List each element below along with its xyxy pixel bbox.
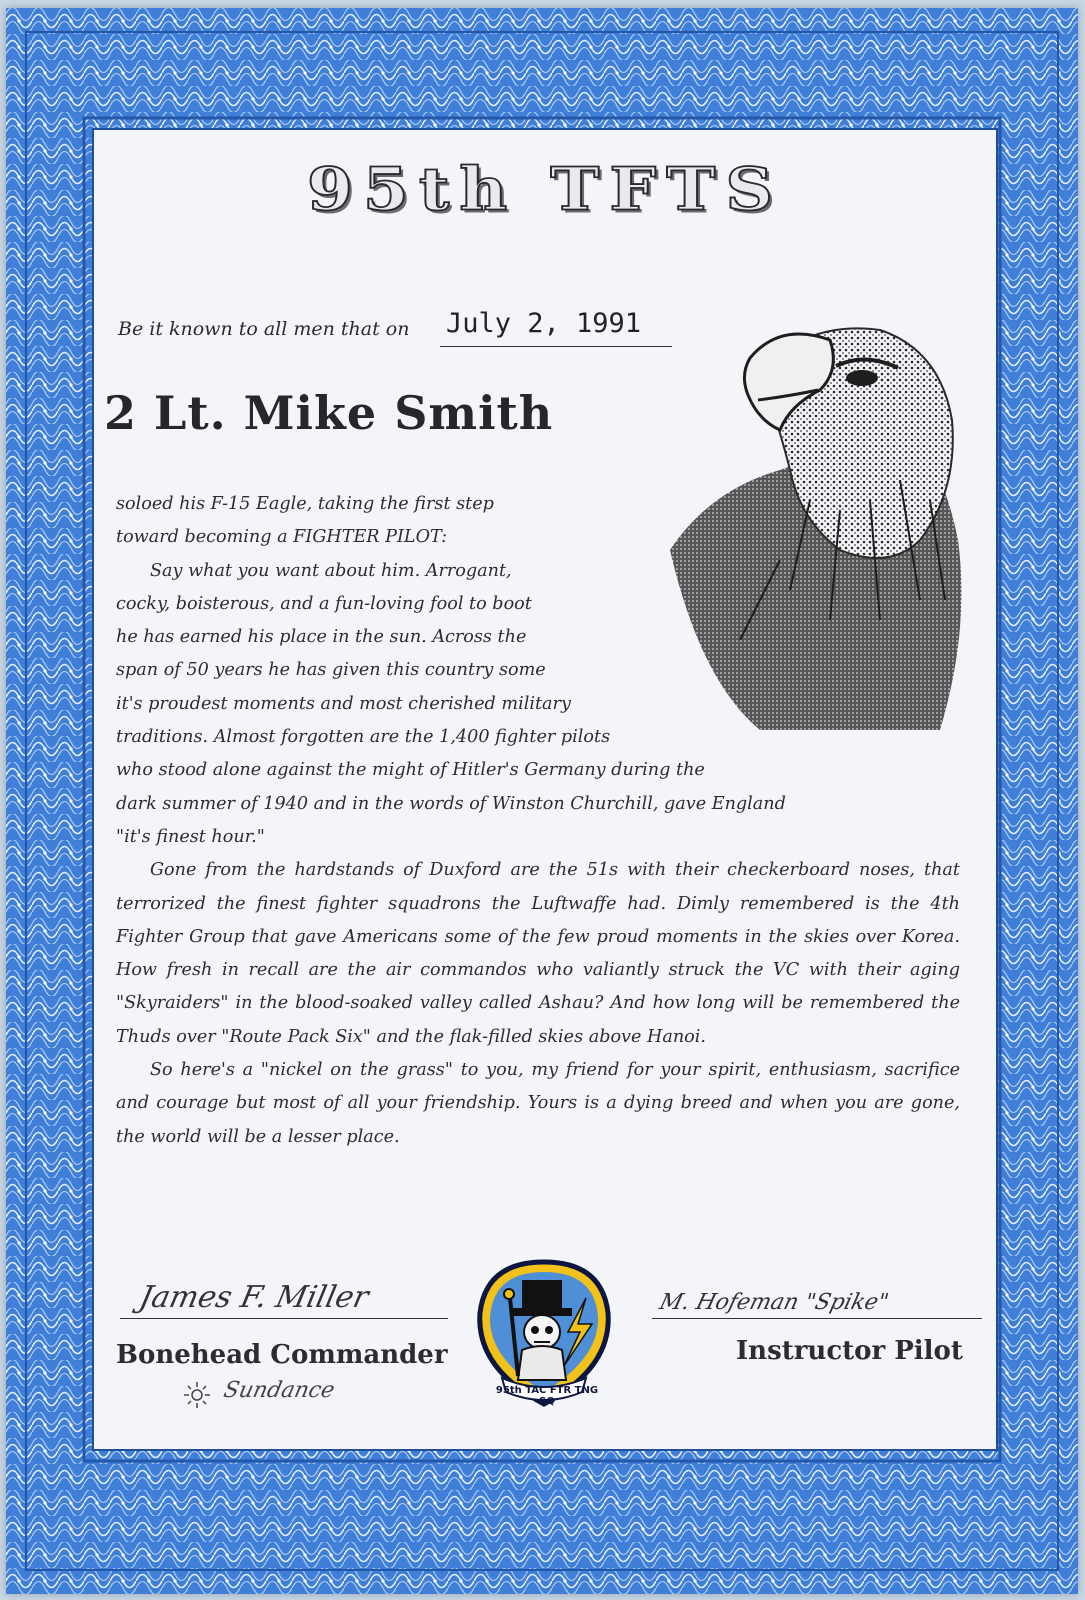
body-line-10: dark summer of 1940 and in the words of Winston Churchill, gave England	[116, 793, 786, 814]
left-signature: James F. Miller	[136, 1280, 372, 1315]
body-line-6: span of 50 years he has given this country some	[116, 660, 546, 681]
date-text: July 2, 1991	[446, 308, 642, 339]
body-paragraph-3: So here's a "nickel on the grass" to you, my friend for your spirit, enthusiasm, sacrifice and courage but most of all your friendship. Yours is a dying breed and when you are gone, the world will be a lesser place.	[116, 1060, 960, 1147]
left-signature-line	[120, 1318, 448, 1319]
right-signature: M. Hofeman "Spike"	[656, 1290, 892, 1315]
body-line-4: cocky, boisterous, and a fun-loving fool to boot	[116, 593, 532, 614]
body-line-11: "it's finest hour."	[116, 826, 265, 847]
date-underline	[440, 346, 672, 347]
right-signature-line	[652, 1318, 982, 1319]
body-paragraph-2: Gone from the hardstands of Duxford are the 51s with their checkerboard noses, that terrorized the finest fighter squadrons the Luftwaffe had. Dimly remembered is the 4th Fighter Group that gave Americans some of the few proud moments in the skies over Korea. How fresh in recall are the air commandos who valiantly struck the VC with their aging "Skyraiders" in the blood-soaked valley called Ashau? And how long will be remembered the Thuds over "Route Pack Six" and the flak-filled skies above Hanoi.	[116, 860, 960, 1047]
certificate-body	[116, 488, 960, 1154]
right-role: Instructor Pilot	[736, 1336, 963, 1366]
body-line-5: he has earned his place in the sun. Across the	[116, 627, 527, 648]
sun-icon	[172, 1380, 222, 1410]
body-line-2: toward becoming a FIGHTER PILOT:	[116, 527, 448, 548]
intro-text: Be it known to all men that on	[118, 318, 410, 340]
body-line-7: it's proudest moments and most cherished military	[116, 693, 571, 714]
body-line-9: who stood alone against the might of Hitler's Germany during the	[116, 760, 705, 781]
body-line-3: Say what you want about him. Arrogant,	[150, 560, 512, 581]
left-role: Bonehead Commander	[116, 1340, 448, 1370]
recipient-name: 2 Lt. Mike Smith	[104, 386, 554, 440]
certificate-title: 95th TFTS	[306, 153, 784, 225]
body-line-8: traditions. Almost forgotten are the 1,400 fighter pilots	[116, 727, 611, 748]
left-callsign: Sundance	[221, 1378, 337, 1403]
body-line-1: soloed his F-15 Eagle, taking the first step	[116, 494, 494, 514]
patch-label: 95th TAC FTR TNG SQ	[495, 1385, 599, 1407]
